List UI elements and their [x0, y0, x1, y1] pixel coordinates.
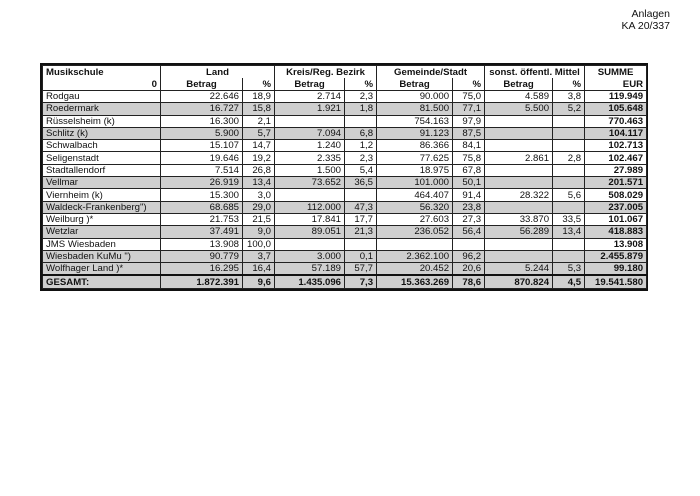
cell-kreis: 2.335	[275, 152, 345, 164]
cell-summe: 2.455.879	[585, 250, 647, 262]
cell-gemeinde	[377, 238, 453, 250]
cell-gemeinde: 27.603	[377, 213, 453, 225]
cell-land-percent: 3,7	[243, 250, 275, 262]
cell-kreis: 73.652	[275, 177, 345, 189]
cell-summe: 102.467	[585, 152, 647, 164]
header-sonst: sonst. öffentl. Mittel	[485, 66, 585, 79]
cell-gemeinde-percent: 27,3	[453, 213, 485, 225]
total-kreis: 1.435.096	[275, 275, 345, 288]
cell-sonst-percent	[553, 115, 585, 127]
cell-land: 90.779	[161, 250, 243, 262]
total-kreis-percent: 7,3	[345, 275, 377, 288]
cell-sonst	[485, 140, 553, 152]
cell-sonst-percent	[553, 201, 585, 213]
cell-school: Viernheim (k)	[43, 189, 161, 201]
cell-kreis: 1.500	[275, 164, 345, 176]
cell-land-percent: 26,8	[243, 164, 275, 176]
cell-kreis-percent: 1,8	[345, 103, 377, 115]
funding-table	[42, 65, 647, 289]
cell-land-percent: 13,4	[243, 177, 275, 189]
document-number: KA 20/337	[621, 20, 670, 32]
cell-summe: 237.005	[585, 201, 647, 213]
cell-land-percent: 21,5	[243, 213, 275, 225]
table-row	[43, 201, 647, 213]
header-zero: 0	[43, 78, 161, 91]
cell-gemeinde: 91.123	[377, 127, 453, 139]
cell-school: Vellmar	[43, 177, 161, 189]
total-label: GESAMT:	[43, 275, 161, 288]
table-row	[43, 140, 647, 152]
cell-kreis-percent: 1,2	[345, 140, 377, 152]
cell-sonst	[485, 115, 553, 127]
cell-gemeinde: 236.052	[377, 226, 453, 238]
cell-gemeinde-percent: 75,0	[453, 91, 485, 103]
cell-school: Wetzlar	[43, 226, 161, 238]
header-percent: %	[453, 78, 485, 91]
cell-kreis: 2.714	[275, 91, 345, 103]
cell-land: 16.727	[161, 103, 243, 115]
cell-kreis-percent: 0,1	[345, 250, 377, 262]
cell-land: 15.107	[161, 140, 243, 152]
cell-gemeinde-percent: 84,1	[453, 140, 485, 152]
cell-school: Schwalbach	[43, 140, 161, 152]
cell-sonst-percent: 13,4	[553, 226, 585, 238]
table-row	[43, 103, 647, 115]
cell-land: 21.753	[161, 213, 243, 225]
cell-gemeinde-percent: 87,5	[453, 127, 485, 139]
cell-sonst	[485, 238, 553, 250]
total-land-percent: 9,6	[243, 275, 275, 288]
cell-kreis-percent: 6,8	[345, 127, 377, 139]
cell-kreis: 89.051	[275, 226, 345, 238]
cell-sonst-percent: 33,5	[553, 213, 585, 225]
cell-gemeinde: 101.000	[377, 177, 453, 189]
cell-kreis: 112.000	[275, 201, 345, 213]
total-summe: 19.541.580	[585, 275, 647, 288]
cell-school: JMS Wiesbaden	[43, 238, 161, 250]
table-row	[43, 250, 647, 262]
cell-gemeinde: 754.163	[377, 115, 453, 127]
cell-sonst	[485, 164, 553, 176]
cell-land: 22.646	[161, 91, 243, 103]
cell-gemeinde-percent: 23,8	[453, 201, 485, 213]
cell-kreis: 57.189	[275, 263, 345, 276]
funding-table-frame	[40, 63, 648, 291]
cell-land-percent: 19,2	[243, 152, 275, 164]
cell-gemeinde: 81.500	[377, 103, 453, 115]
cell-school: Wiesbaden KuMu ")	[43, 250, 161, 262]
annex-reference	[622, 8, 670, 32]
header-eur: EUR	[585, 78, 647, 91]
cell-sonst: 5.500	[485, 103, 553, 115]
header-land: Land	[161, 66, 275, 79]
cell-gemeinde: 2.362.100	[377, 250, 453, 262]
cell-kreis-percent	[345, 115, 377, 127]
cell-summe: 770.463	[585, 115, 647, 127]
cell-school: Weilburg )*	[43, 213, 161, 225]
cell-kreis: 3.000	[275, 250, 345, 262]
cell-land-percent: 14,7	[243, 140, 275, 152]
table-row	[43, 213, 647, 225]
header-betrag: Betrag	[275, 78, 345, 91]
cell-kreis	[275, 238, 345, 250]
table-row	[43, 263, 647, 276]
cell-summe: 119.949	[585, 91, 647, 103]
header-kreis: Kreis/Reg. Bezirk	[275, 66, 377, 79]
cell-land-percent: 2,1	[243, 115, 275, 127]
cell-sonst: 5.244	[485, 263, 553, 276]
cell-sonst-percent: 2,8	[553, 152, 585, 164]
table-row	[43, 152, 647, 164]
cell-land: 5.900	[161, 127, 243, 139]
cell-sonst-percent	[553, 164, 585, 176]
cell-school: Rüsselsheim (k)	[43, 115, 161, 127]
cell-sonst: 56.289	[485, 226, 553, 238]
cell-kreis: 1.921	[275, 103, 345, 115]
cell-gemeinde-percent: 77,1	[453, 103, 485, 115]
cell-sonst-percent: 5,2	[553, 103, 585, 115]
cell-school: Seligenstadt	[43, 152, 161, 164]
cell-land-percent: 5,7	[243, 127, 275, 139]
header-percent: %	[345, 78, 377, 91]
table-row	[43, 238, 647, 250]
cell-land-percent: 18,9	[243, 91, 275, 103]
cell-sonst-percent	[553, 238, 585, 250]
cell-sonst-percent	[553, 177, 585, 189]
header-betrag: Betrag	[377, 78, 453, 91]
cell-land: 15.300	[161, 189, 243, 201]
cell-land: 16.295	[161, 263, 243, 276]
cell-kreis: 7.094	[275, 127, 345, 139]
table-row	[43, 91, 647, 103]
cell-gemeinde: 18.975	[377, 164, 453, 176]
cell-land: 26.919	[161, 177, 243, 189]
total-row	[43, 275, 647, 288]
cell-land-percent: 16,4	[243, 263, 275, 276]
cell-sonst-percent	[553, 250, 585, 262]
cell-school: Stadtallendorf	[43, 164, 161, 176]
header-percent: %	[553, 78, 585, 91]
cell-summe: 27.989	[585, 164, 647, 176]
cell-kreis-percent: 57,7	[345, 263, 377, 276]
cell-land-percent: 3,0	[243, 189, 275, 201]
table-row	[43, 127, 647, 139]
cell-summe: 201.571	[585, 177, 647, 189]
cell-land: 68.685	[161, 201, 243, 213]
cell-sonst: 2.861	[485, 152, 553, 164]
cell-gemeinde: 77.625	[377, 152, 453, 164]
cell-sonst-percent: 5,3	[553, 263, 585, 276]
cell-school: Waldeck-Frankenberg")	[43, 201, 161, 213]
cell-gemeinde-percent: 97,9	[453, 115, 485, 127]
cell-gemeinde: 56.320	[377, 201, 453, 213]
header-betrag: Betrag	[485, 78, 553, 91]
cell-kreis-percent: 47,3	[345, 201, 377, 213]
cell-land: 19.646	[161, 152, 243, 164]
cell-land-percent: 15,8	[243, 103, 275, 115]
cell-school: Schlitz (k)	[43, 127, 161, 139]
cell-kreis: 1.240	[275, 140, 345, 152]
cell-school: Wolfhager Land )*	[43, 263, 161, 276]
cell-land: 7.514	[161, 164, 243, 176]
cell-kreis-percent: 2,3	[345, 152, 377, 164]
table-row	[43, 189, 647, 201]
cell-land-percent: 29,0	[243, 201, 275, 213]
cell-sonst: 33.870	[485, 213, 553, 225]
cell-gemeinde: 464.407	[377, 189, 453, 201]
cell-gemeinde-percent: 56,4	[453, 226, 485, 238]
cell-gemeinde: 90.000	[377, 91, 453, 103]
cell-school: Rodgau	[43, 91, 161, 103]
cell-land-percent: 100,0	[243, 238, 275, 250]
cell-gemeinde-percent: 96,2	[453, 250, 485, 262]
cell-gemeinde-percent: 75,8	[453, 152, 485, 164]
total-sonst-percent: 4,5	[553, 275, 585, 288]
cell-sonst-percent	[553, 127, 585, 139]
cell-sonst	[485, 201, 553, 213]
cell-sonst	[485, 127, 553, 139]
cell-kreis-percent: 17,7	[345, 213, 377, 225]
header-school: Musikschule	[43, 66, 161, 79]
cell-gemeinde-percent: 91,4	[453, 189, 485, 201]
table-row	[43, 177, 647, 189]
cell-land-percent: 9,0	[243, 226, 275, 238]
cell-kreis-percent: 2,3	[345, 91, 377, 103]
cell-gemeinde-percent	[453, 238, 485, 250]
cell-summe: 13.908	[585, 238, 647, 250]
cell-kreis	[275, 189, 345, 201]
cell-sonst	[485, 250, 553, 262]
cell-summe: 508.029	[585, 189, 647, 201]
cell-sonst-percent: 5,6	[553, 189, 585, 201]
cell-land: 13.908	[161, 238, 243, 250]
cell-summe: 105.648	[585, 103, 647, 115]
total-land: 1.872.391	[161, 275, 243, 288]
total-gemeinde: 15.363.269	[377, 275, 453, 288]
table-row	[43, 115, 647, 127]
header-row-1	[43, 66, 647, 79]
cell-land: 37.491	[161, 226, 243, 238]
annex-label: Anlagen	[631, 8, 670, 20]
cell-summe: 102.713	[585, 140, 647, 152]
header-row-2	[43, 78, 647, 91]
cell-gemeinde-percent: 67,8	[453, 164, 485, 176]
total-sonst: 870.824	[485, 275, 553, 288]
table-row	[43, 226, 647, 238]
total-gemeinde-percent: 78,6	[453, 275, 485, 288]
header-betrag: Betrag	[161, 78, 243, 91]
cell-kreis-percent: 21,3	[345, 226, 377, 238]
cell-gemeinde: 86.366	[377, 140, 453, 152]
cell-summe: 99.180	[585, 263, 647, 276]
cell-sonst	[485, 177, 553, 189]
cell-kreis-percent: 36,5	[345, 177, 377, 189]
cell-kreis-percent	[345, 238, 377, 250]
cell-sonst: 28.322	[485, 189, 553, 201]
table-row	[43, 164, 647, 176]
header-percent: %	[243, 78, 275, 91]
cell-sonst: 4.589	[485, 91, 553, 103]
cell-school: Roedermark	[43, 103, 161, 115]
cell-summe: 101.067	[585, 213, 647, 225]
cell-sonst-percent	[553, 140, 585, 152]
cell-kreis	[275, 115, 345, 127]
header-gemeinde: Gemeinde/Stadt	[377, 66, 485, 79]
cell-kreis-percent	[345, 189, 377, 201]
cell-summe: 418.883	[585, 226, 647, 238]
cell-kreis: 17.841	[275, 213, 345, 225]
header-summe: SUMME	[585, 66, 647, 79]
cell-gemeinde-percent: 20,6	[453, 263, 485, 276]
cell-gemeinde-percent: 50,1	[453, 177, 485, 189]
cell-land: 16.300	[161, 115, 243, 127]
cell-sonst-percent: 3,8	[553, 91, 585, 103]
cell-kreis-percent: 5,4	[345, 164, 377, 176]
cell-summe: 104.117	[585, 127, 647, 139]
cell-gemeinde: 20.452	[377, 263, 453, 276]
